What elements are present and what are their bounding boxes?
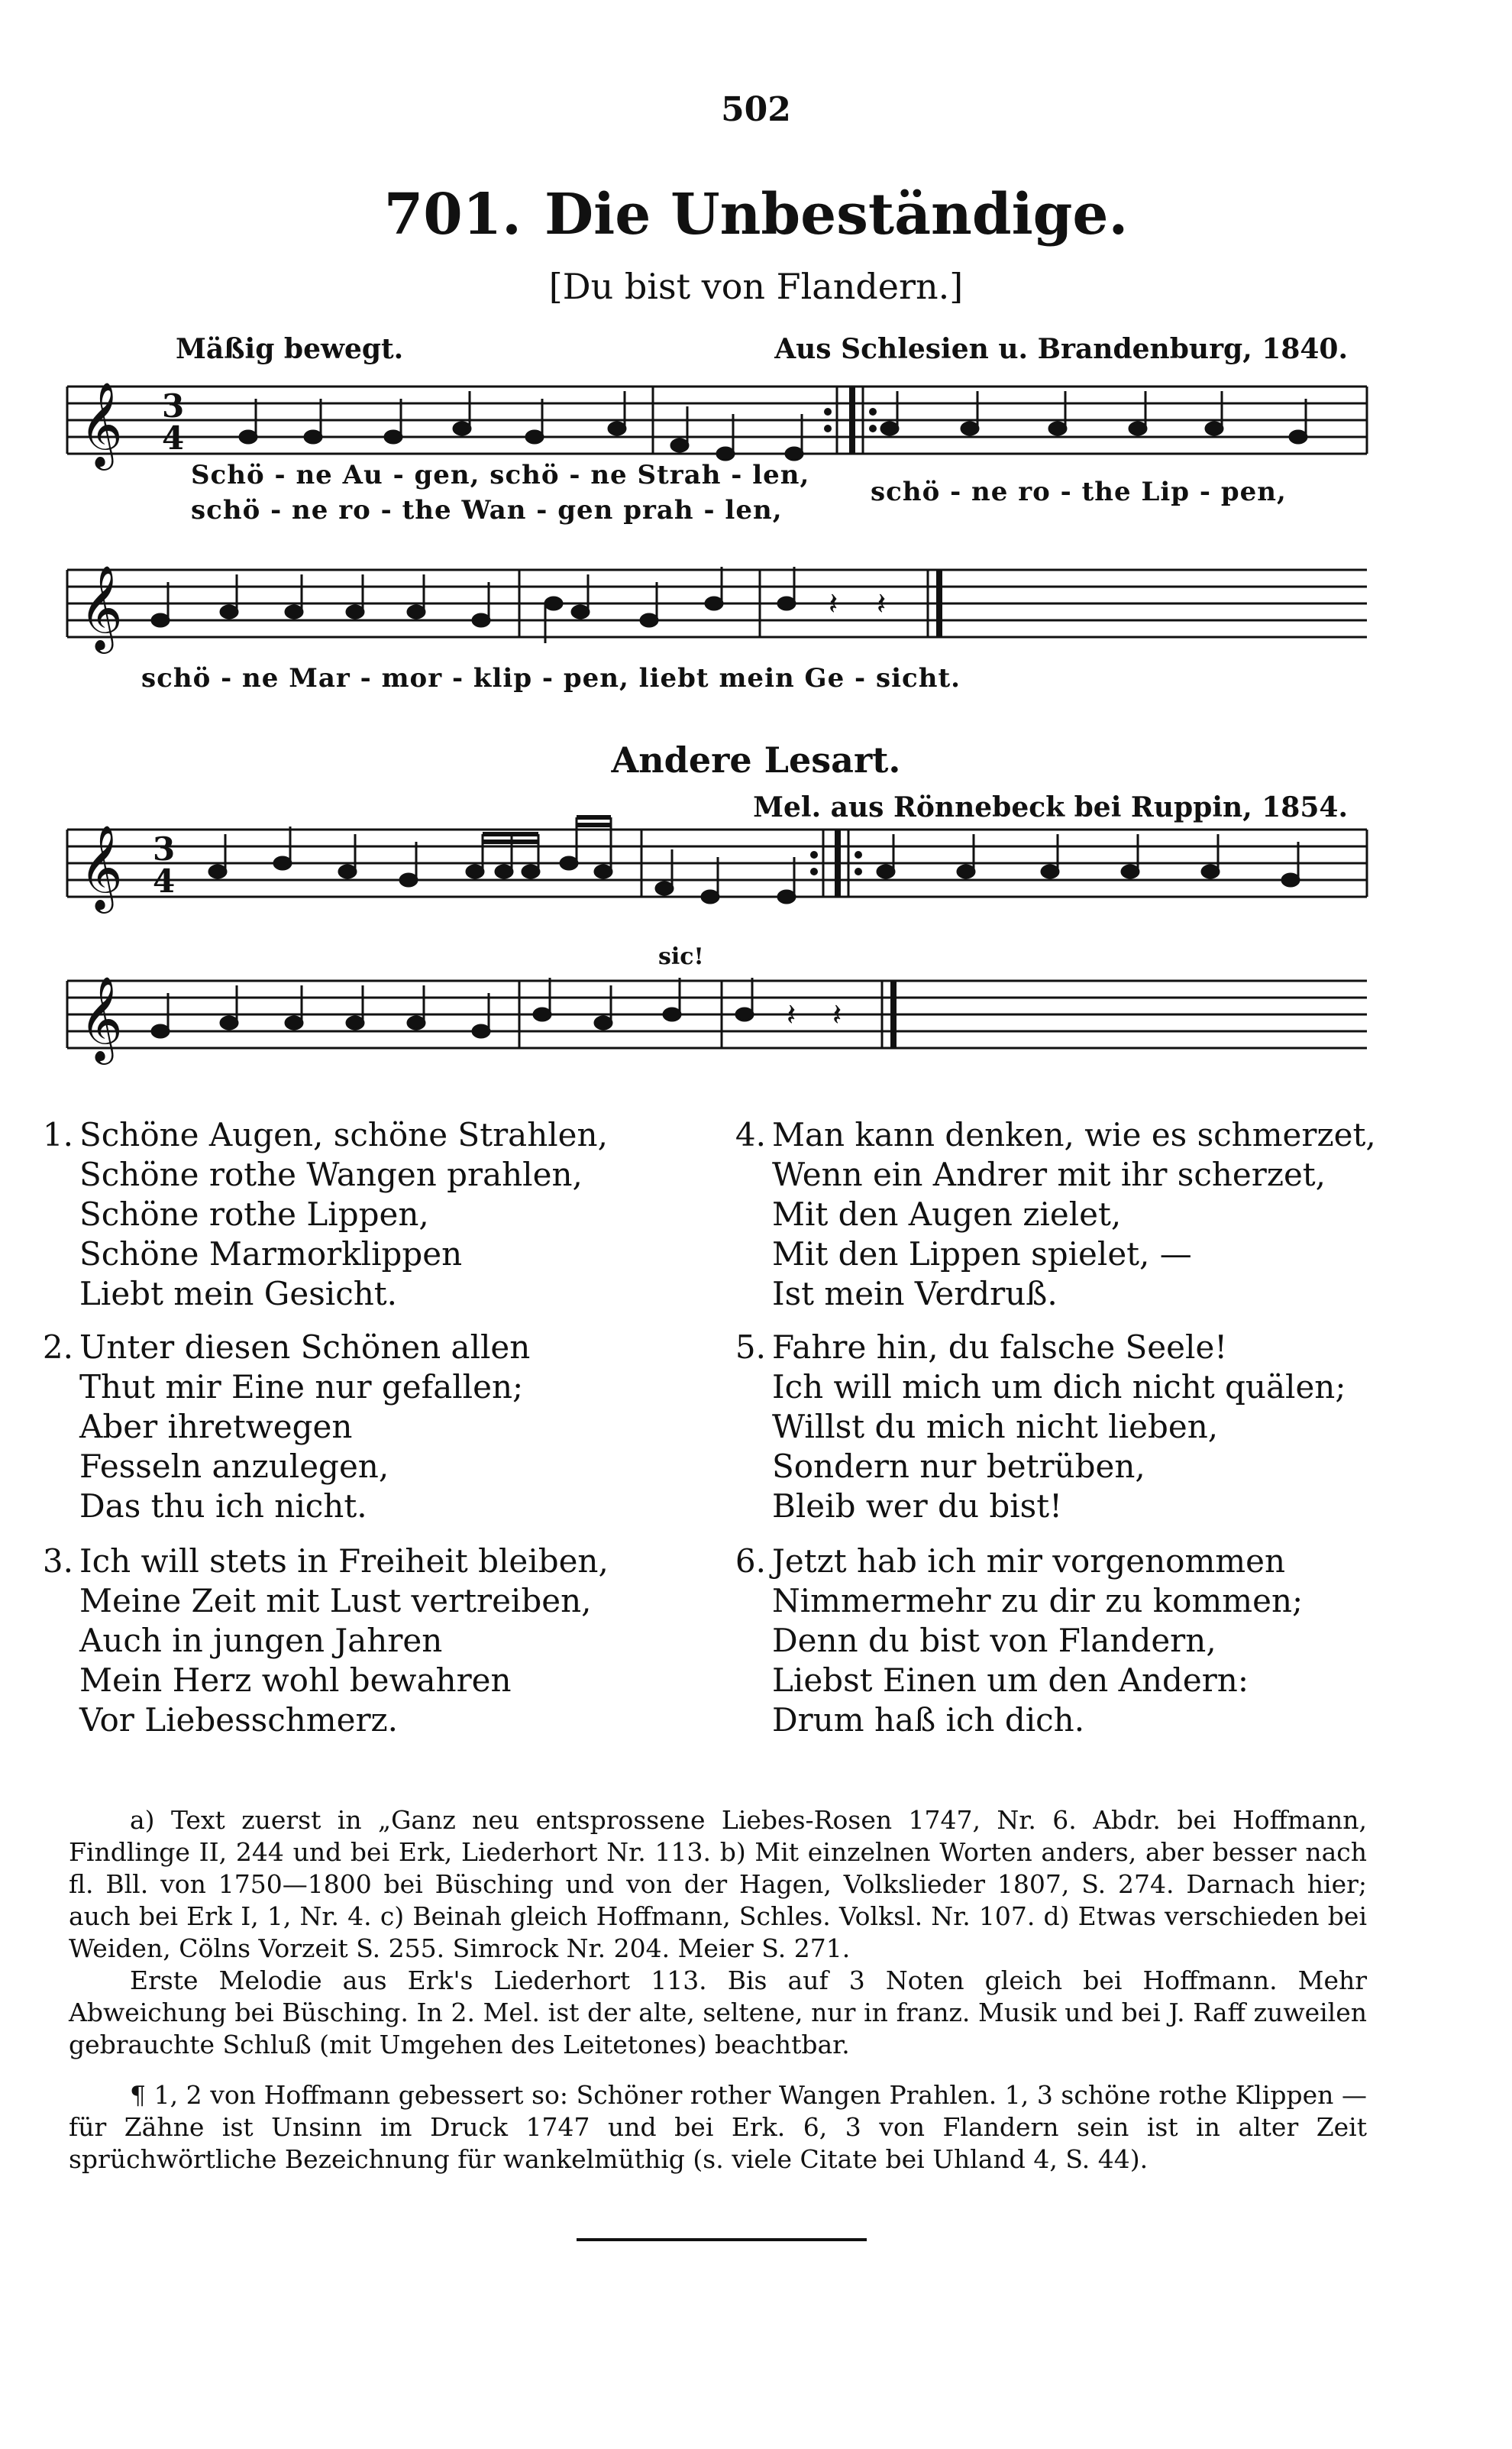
svg-text:3: 3: [153, 830, 176, 868]
note-paragraph-corrections: ¶ 1, 2 von Hoffmann gebessert so: Schöner rother Wangen Prahlen. 1, 3 schöne rothe Klippen — für Zähne ist Unsinn im Druck 1747 und bei Erk. 6, 3 von Flandern sein ist in alter Zeit sprüchwörtliche Bezeichnung für wankelmüthig (s. viele Citate bei Uhland 4, S. 44).: [69, 2080, 1367, 2174]
notes-block: [69, 1804, 1367, 2061]
stanza-line: Aber ihretwegen: [79, 1408, 353, 1445]
stanza-2: [37, 1328, 530, 1526]
stanza-line: Ist mein Verdruß.: [772, 1275, 1058, 1312]
stanza-4: [729, 1115, 1376, 1314]
song-title: Die Unbeständige.: [544, 182, 1129, 247]
stanza-3: [37, 1542, 609, 1740]
stanza-line: Schöne Augen, schöne Strahlen,: [79, 1116, 608, 1153]
stanza-number: 3.: [42, 1542, 73, 1580]
stanza-line: Das thu ich nicht.: [79, 1487, 367, 1525]
svg-text:𝄽: 𝄽: [787, 998, 796, 1033]
stanza-line: Bleib wer du bist!: [772, 1487, 1062, 1525]
stanza-line: Sondern nur betrüben,: [772, 1448, 1145, 1485]
song-subtitle: [Du bist von Flandern.]: [548, 266, 964, 307]
stanza-line: Nimmermehr zu dir zu kommen;: [772, 1582, 1304, 1619]
music-staff-1: [0, 368, 1512, 475]
lyrics-row1-shared: schö - ne ro - the Lip - pen,: [871, 477, 1287, 507]
stanza-line: Liebst Einen um den Andern:: [772, 1661, 1249, 1699]
svg-text:𝄞: 𝄞: [79, 975, 123, 1061]
stanza-line: Liebt mein Gesicht.: [79, 1275, 398, 1312]
stanza-number: 1.: [42, 1116, 73, 1153]
svg-text:𝄞: 𝄞: [79, 381, 123, 467]
lyrics-row1-verse1: Schö - ne Au - gen, schö - ne Strah - len,: [191, 460, 810, 490]
stanza-line: Fesseln anzulegen,: [79, 1448, 389, 1485]
alternate-reading-heading: Andere Lesart.: [611, 739, 901, 781]
svg-text:4: 4: [153, 862, 176, 900]
svg-text:4: 4: [162, 419, 185, 457]
stanza-number: 6.: [735, 1542, 766, 1580]
svg-text:𝄽: 𝄽: [877, 587, 887, 622]
closing-rule: [577, 2238, 867, 2241]
stanza-1: [37, 1115, 608, 1314]
stanza-line: Mit den Augen zielet,: [772, 1195, 1122, 1233]
music-staff-2: [0, 559, 1512, 658]
stanza-number: 4.: [735, 1116, 766, 1153]
svg-text:𝄞: 𝄞: [79, 824, 123, 910]
svg-text:𝄽: 𝄽: [832, 998, 842, 1033]
stanza-line: Ich will stets in Freiheit bleiben,: [79, 1542, 609, 1580]
stanza-line: Man kann denken, wie es schmerzet,: [772, 1116, 1376, 1153]
stanza-line: Schöne rothe Wangen prahlen,: [79, 1156, 583, 1193]
stanza-line: Jetzt hab ich mir vorgenommen: [772, 1542, 1286, 1580]
note-paragraph-melody: Erste Melodie aus Erk's Liederhort 113. Bis auf 3 Noten gleich bei Hoffmann. Mehr Abweichung bei Büsching. In 2. Mel. ist der alte, seltene, nur in franz. Musik und bei J. Raff zuweilen gebrauchte Schluß (mit Umgehen des Leitetones) beachtbar.: [69, 1965, 1367, 2059]
stanza-line: Mein Herz wohl bewahren: [79, 1661, 512, 1699]
stanza-line: Wenn ein Andrer mit ihr scherzet,: [772, 1156, 1326, 1193]
melody-source: Aus Schlesien u. Brandenburg, 1840.: [774, 333, 1348, 365]
stanza-line: Unter diesen Schönen allen: [79, 1328, 531, 1366]
lyrics-row2: schö - ne Mar - mor - klip - pen, liebt mein Ge - sicht.: [141, 663, 961, 694]
stanza-6: [729, 1542, 1303, 1740]
stanza-line: Willst du mich nicht lieben,: [772, 1408, 1219, 1445]
stanza-5: [729, 1328, 1346, 1526]
stanza-line: Vor Liebesschmerz.: [79, 1701, 399, 1739]
stanza-line: Ich will mich um dich nicht quälen;: [772, 1368, 1346, 1406]
stanza-line: Denn du bist von Flandern,: [772, 1622, 1216, 1659]
alternate-melody-source: Mel. aus Rönnebeck bei Ruppin, 1854.: [753, 791, 1348, 823]
stanza-number: 2.: [42, 1328, 73, 1366]
svg-text:𝄽: 𝄽: [829, 587, 838, 622]
notes-block-2: [69, 2079, 1367, 2176]
note-paragraph-sources: a) Text zuerst in „Ganz neu entsprossene Liebes-Rosen 1747, Nr. 6. Abdr. bei Hoffmann, Findlinge II, 244 und bei Erk, Liederhort Nr. 113. b) Mit einzelnen Worten anders, aber besser nach fl. Bll. von 1750—1800 bei Büsching und von der Hagen, Volkslieder 1807, S. 274. Darnach hier; auch bei Erk I, 1, Nr. 4. c) Beinah gleich Hoffmann, Schles. Volksl. Nr. 107. d) Etwas verschieden bei Weiden, Cölns Vorzeit S. 255. Simrock Nr. 204. Meier S. 271.: [69, 1805, 1367, 1963]
stanza-line: Drum haß ich dich.: [772, 1701, 1085, 1739]
song-number: 701.: [383, 182, 522, 247]
sic-annotation: sic!: [658, 943, 704, 970]
svg-text:𝄞: 𝄞: [79, 565, 123, 650]
music-staff-4: [0, 970, 1512, 1069]
stanza-line: Schöne rothe Lippen,: [79, 1195, 429, 1233]
stanza-line: Mit den Lippen spielet, —: [772, 1235, 1192, 1273]
music-staff-3: [0, 810, 1512, 924]
stanza-line: Auch in jungen Jahren: [79, 1622, 443, 1659]
page-number: 502: [721, 90, 791, 129]
stanza-line: Thut mir Eine nur gefallen;: [79, 1368, 524, 1406]
stanza-line: Fahre hin, du falsche Seele!: [772, 1328, 1228, 1366]
tempo-marking: Mäßig bewegt.: [176, 333, 404, 365]
stanza-number: 5.: [735, 1328, 766, 1366]
song-title-line: [0, 182, 1512, 247]
svg-text:3: 3: [162, 387, 185, 425]
lyrics-row1-verse2: schö - ne ro - the Wan - gen prah - len,: [191, 495, 783, 526]
stanza-line: Meine Zeit mit Lust vertreiben,: [79, 1582, 592, 1619]
stanza-line: Schöne Marmorklippen: [79, 1235, 463, 1273]
